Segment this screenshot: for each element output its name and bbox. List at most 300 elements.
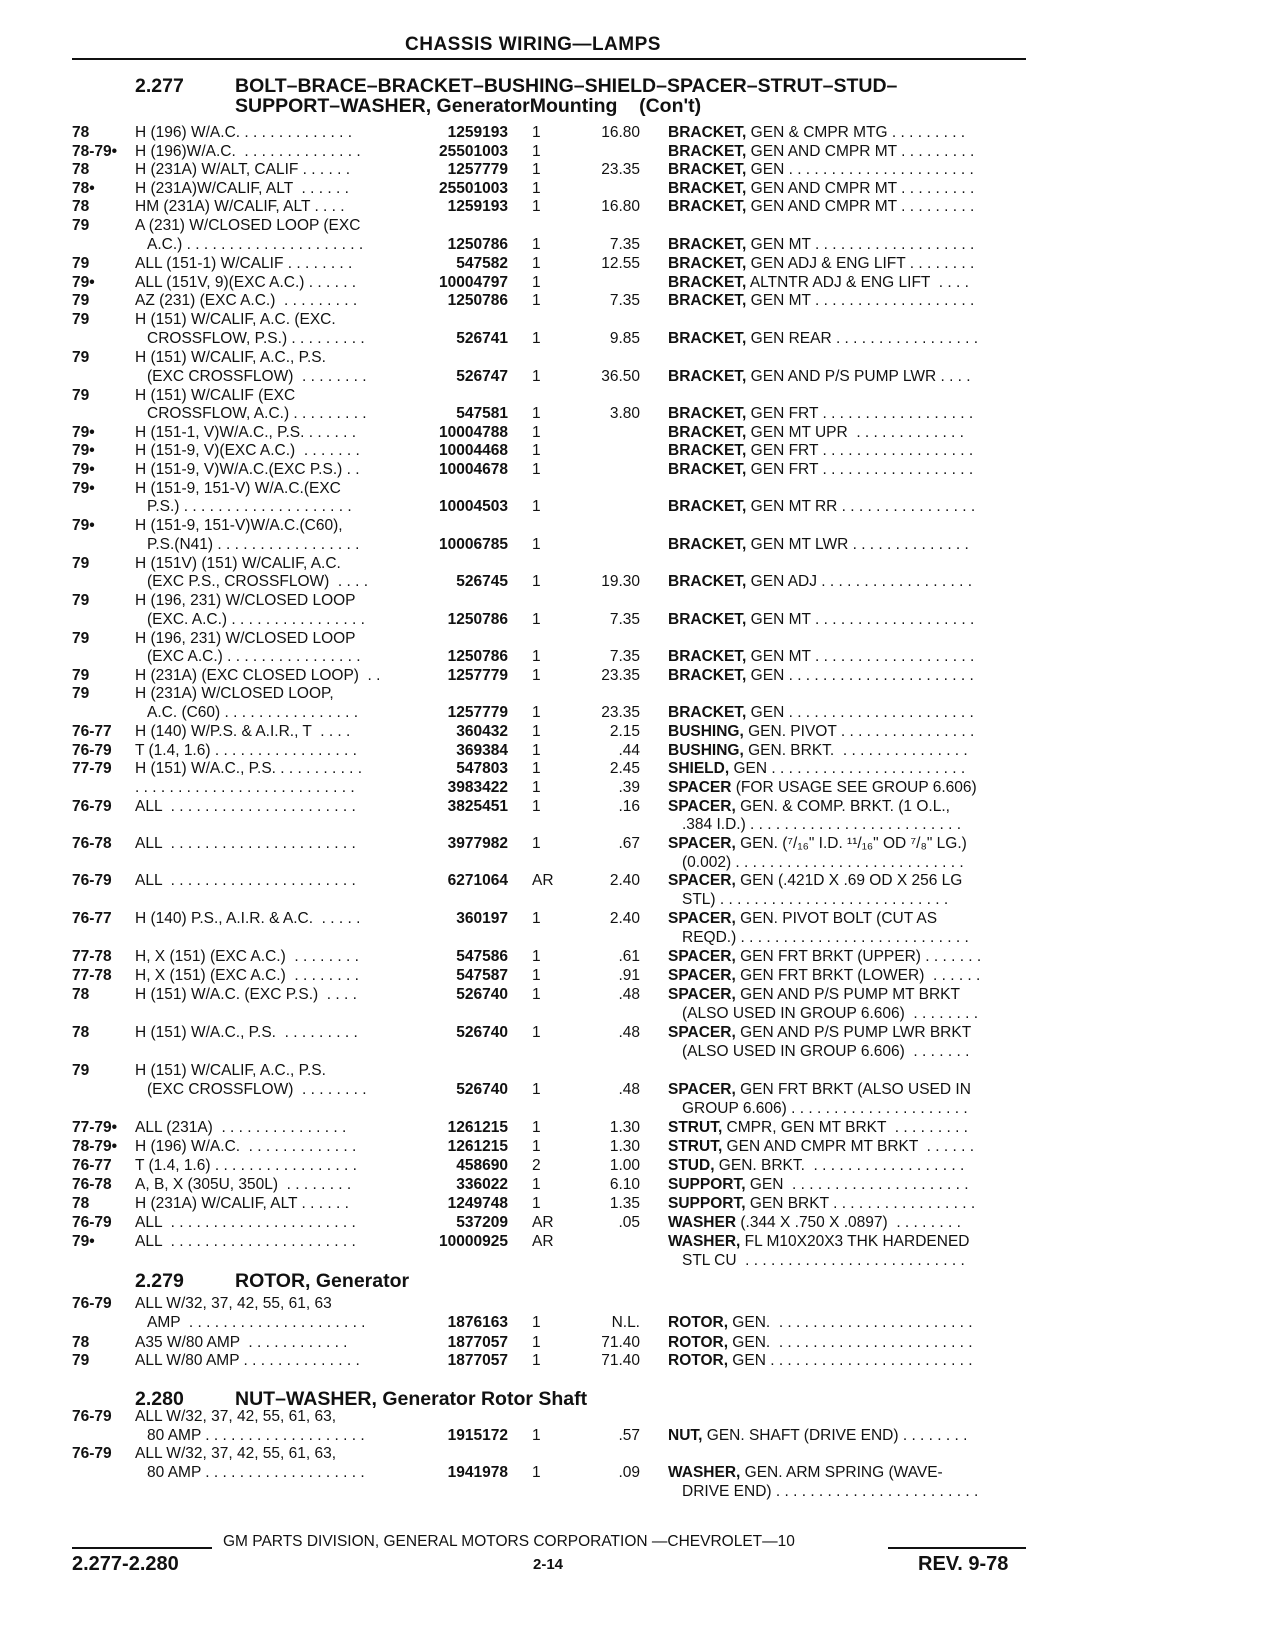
part-number: 336022 <box>456 1176 508 1193</box>
application: ALL (151-1) W/CALIF . . . . . . . . <box>135 255 353 272</box>
description-noun: BUSHING, <box>668 723 744 740</box>
model-year: 77-79• <box>72 1119 118 1136</box>
price: 16.80 <box>601 124 640 141</box>
parts-row <box>0 759 1280 778</box>
part-number: 1877057 <box>447 1334 508 1351</box>
parts-row <box>0 966 1280 985</box>
description-detail: GEN. (⁷/₁₆" I.D. ¹¹/₁₆" OD ⁷/₈" LG.) <box>735 835 967 852</box>
quantity: AR <box>532 872 554 889</box>
quantity: 1 <box>532 948 541 965</box>
description-detail: GEN MT LWR . . . . . . . . . . . . . . <box>746 536 969 553</box>
application: H (196) W/A.C. . . . . . . . . . . . . . <box>135 1138 357 1155</box>
application: HM (231A) W/CALIF, ALT . . . . <box>135 198 345 215</box>
model-year: 77-79 <box>72 760 112 777</box>
parts-row <box>0 1426 1280 1445</box>
quantity: 1 <box>532 967 541 984</box>
quantity: 1 <box>532 536 541 553</box>
description-noun: BRACKET, <box>668 424 747 441</box>
part-number: 10000925 <box>439 1233 508 1250</box>
part-number: 547586 <box>456 948 508 965</box>
parts-row <box>0 535 1280 554</box>
application: H (151-9, 151-V)W/A.C.(C60), <box>135 517 343 534</box>
quantity: 1 <box>532 236 541 253</box>
parts-row <box>0 479 1280 498</box>
description-noun: BRACKET, <box>668 161 747 178</box>
footer-rule-right <box>888 1547 1026 1549</box>
model-year: 79• <box>72 274 95 291</box>
parts-row <box>0 610 1280 629</box>
description-detail: GEN. & COMP. BRKT. (1 O.L., <box>735 798 950 815</box>
description-detail: (ALSO USED IN GROUP 6.606) . . . . . . . <box>682 1043 970 1060</box>
application: H (151) W/CALIF, A.C., P.S. <box>135 1062 326 1079</box>
description <box>668 722 974 741</box>
application: (EXC CROSSFLOW) . . . . . . . . <box>147 368 367 385</box>
description <box>682 890 948 909</box>
description-detail: .384 I.D.) . . . . . . . . . . . . . . . . . . . . . . . . . <box>682 816 962 833</box>
quantity: 1 <box>532 742 541 759</box>
quantity: 1 <box>532 1119 541 1136</box>
parts-row <box>0 572 1280 591</box>
model-year: 76-79 <box>72 1214 112 1231</box>
description-noun: SUPPORT, <box>668 1195 746 1212</box>
description-detail: GEN AND P/S PUMP MT BRKT <box>735 986 960 1003</box>
section-number: 2.279 <box>135 1270 184 1292</box>
application: (EXC. A.C.) . . . . . . . . . . . . . . . . <box>147 611 365 628</box>
price: 6.10 <box>609 1176 640 1193</box>
parts-row <box>0 1213 1280 1232</box>
description-detail: GEN MT . . . . . . . . . . . . . . . . . . . <box>746 648 975 665</box>
description-noun: SPACER, <box>668 1081 736 1098</box>
model-year: 79 <box>72 1352 90 1369</box>
parts-row <box>0 1137 1280 1156</box>
description-detail: GEN. BRKT. . . . . . . . . . . . . . . . . . . <box>714 1157 965 1174</box>
description-noun: BRACKET, <box>668 405 747 422</box>
application: ALL W/32, 37, 42, 55, 61, 63, <box>135 1408 337 1425</box>
description <box>668 123 965 142</box>
description <box>668 1426 967 1445</box>
parts-row <box>0 142 1280 161</box>
description-detail: ALTNTR ADJ & ENG LIFT . . . . <box>746 274 969 291</box>
description-detail: GEN AND P/S PUMP LWR BRKT <box>735 1024 972 1041</box>
description-noun: BRACKET, <box>668 461 747 478</box>
price: 19.30 <box>601 573 640 590</box>
part-number: 360197 <box>456 910 508 927</box>
description <box>682 853 964 872</box>
description-detail: (ALSO USED IN GROUP 6.606) . . . . . . . . <box>682 1005 979 1022</box>
part-number: 458690 <box>456 1157 508 1174</box>
description <box>668 1333 973 1352</box>
section-title: ROTOR, Generator <box>235 1270 410 1292</box>
application: A.C. (C60) . . . . . . . . . . . . . . . . <box>147 704 359 721</box>
description-noun: BRACKET, <box>668 143 747 160</box>
description-noun: SPACER, <box>668 948 736 965</box>
model-year: 76-78 <box>72 835 112 852</box>
parts-row <box>0 1333 1280 1352</box>
description-detail: GEN MT . . . . . . . . . . . . . . . . . . . <box>746 611 975 628</box>
model-year: 78-79• <box>72 143 118 160</box>
description <box>668 647 974 666</box>
price: 2.40 <box>609 910 640 927</box>
quantity: 1 <box>532 198 541 215</box>
parts-row <box>0 123 1280 142</box>
parts-row <box>0 985 1280 1004</box>
description-noun: BRACKET, <box>668 255 747 272</box>
quantity: 1 <box>532 835 541 852</box>
part-number: 25501003 <box>439 143 508 160</box>
quantity: 1 <box>532 255 541 272</box>
description-detail: GEN . . . . . . . . . . . . . . . . . . . . . <box>745 1176 969 1193</box>
quantity: 1 <box>532 779 541 796</box>
part-number: 547803 <box>456 760 508 777</box>
price: 7.35 <box>609 292 640 309</box>
part-number: 1941978 <box>447 1464 508 1481</box>
model-year: 76-78 <box>72 1176 112 1193</box>
model-year: 76-77 <box>72 910 112 927</box>
description-noun: BRACKET, <box>668 124 747 141</box>
description <box>668 235 974 254</box>
description-detail: GEN . . . . . . . . . . . . . . . . . . . . . . <box>746 667 974 684</box>
quantity: 1 <box>532 442 541 459</box>
quantity: 1 <box>532 424 541 441</box>
model-year: 79• <box>72 1233 95 1250</box>
footer-page-number: 2-14 <box>533 1556 564 1573</box>
quantity: 1 <box>532 910 541 927</box>
part-number: 10004503 <box>439 498 508 515</box>
page-header-title: CHASSIS WIRING—LAMPS <box>405 34 661 55</box>
application: H (151V) (151) W/CALIF, A.C. <box>135 555 341 572</box>
price: N.L. <box>611 1314 640 1331</box>
description-detail: STL) . . . . . . . . . . . . . . . . . . . . . . . . . . . <box>682 891 949 908</box>
description <box>668 423 964 442</box>
part-number: 526740 <box>456 986 508 1003</box>
model-year: 76-77 <box>72 1157 112 1174</box>
description-noun: BRACKET, <box>668 368 747 385</box>
description <box>668 1175 969 1194</box>
description <box>668 966 980 985</box>
parts-row <box>0 722 1280 741</box>
description-detail: GEN MT . . . . . . . . . . . . . . . . . . . <box>746 292 975 309</box>
parts-row <box>0 1463 1280 1482</box>
parts-row <box>0 348 1280 367</box>
price: 2.15 <box>609 723 640 740</box>
parts-row <box>0 1194 1280 1213</box>
application: H (151-1, V)W/A.C., P.S. . . . . . . <box>135 424 357 441</box>
description-noun: BRACKET, <box>668 236 747 253</box>
description <box>668 1137 974 1156</box>
description-detail: GEN AND CMPR MT . . . . . . . . . <box>746 198 975 215</box>
description <box>668 778 977 797</box>
description-detail: GEN FRT . . . . . . . . . . . . . . . . . . <box>746 442 974 459</box>
description-noun: SPACER, <box>668 835 736 852</box>
application: (EXC P.S., CROSSFLOW) . . . . <box>147 573 369 590</box>
description-detail: GEN ADJ & ENG LIFT . . . . . . . . <box>746 255 975 272</box>
application: P.S.) . . . . . . . . . . . . . . . . . . . . <box>147 498 352 515</box>
parts-row <box>0 554 1280 573</box>
quantity: 1 <box>532 1195 541 1212</box>
application: ALL (231A) . . . . . . . . . . . . . . . <box>135 1119 347 1136</box>
description-detail: GEN REAR . . . . . . . . . . . . . . . . . <box>746 330 979 347</box>
description <box>668 142 974 161</box>
description-noun: SPACER, <box>668 910 736 927</box>
parts-row <box>0 197 1280 216</box>
parts-row <box>0 629 1280 648</box>
application: H (151) W/CALIF, A.C., P.S. <box>135 349 326 366</box>
price: .39 <box>618 779 640 796</box>
part-number: 10004797 <box>439 274 508 291</box>
part-number: 1257779 <box>447 704 508 721</box>
description-noun: STRUT, <box>668 1138 723 1155</box>
application: H (196, 231) W/CLOSED LOOP <box>135 592 356 609</box>
model-year: 79 <box>72 685 90 702</box>
description-detail: GEN . . . . . . . . . . . . . . . . . . . . . . . . <box>728 1352 973 1369</box>
parts-row <box>0 1118 1280 1137</box>
parts-row <box>0 179 1280 198</box>
parts-row <box>0 666 1280 685</box>
parts-row <box>0 497 1280 516</box>
description <box>668 1080 971 1099</box>
description <box>668 254 974 273</box>
section-number: 2.277 <box>135 75 184 97</box>
part-number: 1257779 <box>447 161 508 178</box>
description-detail: CMPR, GEN MT BRKT . . . . . . . . . <box>722 1119 968 1136</box>
description <box>668 759 965 778</box>
price: .05 <box>618 1214 640 1231</box>
price: .44 <box>618 742 640 759</box>
description-noun: SPACER, <box>668 798 736 815</box>
model-year: 78 <box>72 198 90 215</box>
quantity: 1 <box>532 143 541 160</box>
description-detail: GEN AND P/S PUMP LWR . . . . <box>746 368 971 385</box>
footer-rule-left <box>72 1547 212 1549</box>
parts-row <box>0 404 1280 423</box>
model-year: 79• <box>72 461 95 478</box>
quantity: 1 <box>532 986 541 1003</box>
description-detail: GEN FRT BRKT (UPPER) . . . . . . . <box>735 948 982 965</box>
description-detail: GEN. . . . . . . . . . . . . . . . . . . . . . . . <box>728 1314 973 1331</box>
part-number: 526747 <box>456 368 508 385</box>
description <box>668 1351 973 1370</box>
application: 80 AMP . . . . . . . . . . . . . . . . . . . <box>147 1464 365 1481</box>
description <box>682 928 969 947</box>
description <box>668 1213 961 1232</box>
quantity: 1 <box>532 330 541 347</box>
part-number: 3825451 <box>447 798 508 815</box>
description <box>668 404 973 423</box>
application: H, X (151) (EXC A.C.) . . . . . . . . <box>135 967 359 984</box>
application: H (196, 231) W/CLOSED LOOP <box>135 630 356 647</box>
part-number: 1250786 <box>447 292 508 309</box>
description-noun: BUSHING, <box>668 742 744 759</box>
description <box>682 1482 978 1501</box>
parts-row <box>0 273 1280 292</box>
quantity: AR <box>532 1233 554 1250</box>
description <box>668 703 974 722</box>
application: ALL . . . . . . . . . . . . . . . . . . . . . . <box>135 798 356 815</box>
application: ALL . . . . . . . . . . . . . . . . . . . . . . <box>135 835 356 852</box>
application: A35 W/80 AMP . . . . . . . . . . . . <box>135 1334 348 1351</box>
model-year: 78 <box>72 161 90 178</box>
parts-row <box>0 1004 1280 1023</box>
parts-row <box>0 1351 1280 1370</box>
description-noun: BRACKET, <box>668 573 747 590</box>
description <box>668 741 968 760</box>
model-year: 79• <box>72 442 95 459</box>
model-year: 76-79 <box>72 1408 112 1425</box>
price: .09 <box>618 1464 640 1481</box>
quantity: 1 <box>532 1138 541 1155</box>
description-noun: BRACKET, <box>668 198 747 215</box>
header-rule <box>72 58 1026 60</box>
parts-row <box>0 1313 1280 1332</box>
part-number: 1257779 <box>447 667 508 684</box>
quantity: 1 <box>532 1352 541 1369</box>
quantity: 1 <box>532 161 541 178</box>
description-detail: GEN BRKT . . . . . . . . . . . . . . . . . <box>745 1195 976 1212</box>
quantity: AR <box>532 1214 554 1231</box>
parts-row <box>0 684 1280 703</box>
model-year: 76-79 <box>72 742 112 759</box>
part-number: 10004788 <box>439 424 508 441</box>
description-detail: GEN FRT BRKT (ALSO USED IN <box>735 1081 971 1098</box>
footer-revision: REV. 9-78 <box>918 1553 1009 1575</box>
part-number: 547587 <box>456 967 508 984</box>
description-noun: BRACKET, <box>668 180 747 197</box>
quantity: 1 <box>532 292 541 309</box>
description-detail: GEN (.421D X .69 OD X 256 LG <box>735 872 963 889</box>
price: .48 <box>618 986 640 1003</box>
description-noun: SPACER, <box>668 1024 736 1041</box>
parts-row <box>0 310 1280 329</box>
part-number: 1261215 <box>447 1138 508 1155</box>
description-detail: GEN . . . . . . . . . . . . . . . . . . . . . . <box>746 161 974 178</box>
footer-publisher: GM PARTS DIVISION, GENERAL MOTORS CORPORATION —CHEVROLET—10 <box>223 1533 795 1550</box>
parts-row <box>0 1023 1280 1042</box>
description-noun: ROTOR, <box>668 1334 728 1351</box>
model-year: 79• <box>72 480 95 497</box>
parts-row <box>0 1042 1280 1061</box>
description <box>668 179 974 198</box>
model-year: 79• <box>72 517 95 534</box>
application: H (196)W/A.C. . . . . . . . . . . . . . . <box>135 143 361 160</box>
price: 12.55 <box>601 255 640 272</box>
price: .61 <box>618 948 640 965</box>
parts-row <box>0 890 1280 909</box>
model-year: 79• <box>72 424 95 441</box>
description <box>668 666 974 685</box>
quantity: 1 <box>532 1024 541 1041</box>
price: 23.35 <box>601 161 640 178</box>
quantity: 1 <box>532 405 541 422</box>
application: H (231A) W/CLOSED LOOP, <box>135 685 334 702</box>
quantity: 1 <box>532 461 541 478</box>
description <box>668 834 967 853</box>
quantity: 1 <box>532 1081 541 1098</box>
description-noun: BRACKET, <box>668 442 747 459</box>
description-detail: GEN AND CMPR MT BRKT . . . . . . <box>722 1138 975 1155</box>
description <box>668 947 981 966</box>
description-detail: DRIVE END) . . . . . . . . . . . . . . . . . . . . . . . . <box>682 1483 979 1500</box>
part-number: 10006785 <box>439 536 508 553</box>
parts-row <box>0 741 1280 760</box>
application: H (151) W/A.C., P.S. . . . . . . . . . <box>135 1024 358 1041</box>
description <box>668 273 969 292</box>
model-year: 78 <box>72 1334 90 1351</box>
quantity: 1 <box>532 1176 541 1193</box>
description <box>668 985 960 1004</box>
application: H (196) W/A.C. . . . . . . . . . . . . . <box>135 124 353 141</box>
part-number: 1877057 <box>447 1352 508 1369</box>
quantity: 1 <box>532 760 541 777</box>
description-detail: (FOR USAGE SEE GROUP 6.606) <box>731 779 977 796</box>
description <box>668 610 974 629</box>
description <box>668 329 978 348</box>
model-year: 77-78 <box>72 967 112 984</box>
description <box>668 535 969 554</box>
model-year: 76-79 <box>72 872 112 889</box>
price: 1.30 <box>609 1138 640 1155</box>
application: H (151) W/CALIF, A.C. (EXC. <box>135 311 336 328</box>
parts-row <box>0 460 1280 479</box>
quantity: 2 <box>532 1157 541 1174</box>
quantity: 1 <box>532 723 541 740</box>
description-noun: SPACER, <box>668 986 736 1003</box>
parts-row <box>0 329 1280 348</box>
description-noun: WASHER, <box>668 1233 741 1250</box>
part-number: 1876163 <box>447 1314 508 1331</box>
application: ALL . . . . . . . . . . . . . . . . . . . . . . <box>135 872 356 889</box>
model-year: 78• <box>72 180 95 197</box>
part-number: 526740 <box>456 1024 508 1041</box>
description-detail: GEN & CMPR MTG . . . . . . . . . <box>746 124 966 141</box>
description-detail: GEN. PIVOT . . . . . . . . . . . . . . . . <box>743 723 975 740</box>
description-noun: BRACKET, <box>668 667 747 684</box>
price: .48 <box>618 1081 640 1098</box>
application: T (1.4, 1.6) . . . . . . . . . . . . . . . . . <box>135 742 357 759</box>
price: .48 <box>618 1024 640 1041</box>
application: A.C.) . . . . . . . . . . . . . . . . . . . . . <box>147 236 364 253</box>
parts-row <box>0 1232 1280 1251</box>
application: H (231A)W/CALIF, ALT . . . . . . <box>135 180 349 197</box>
parts-row <box>0 1444 1280 1463</box>
price: .91 <box>618 967 640 984</box>
parts-row <box>0 516 1280 535</box>
part-number: 547582 <box>456 255 508 272</box>
description-detail: STL CU . . . . . . . . . . . . . . . . . . . . . . . . . . <box>682 1252 965 1269</box>
description-detail: GEN AND CMPR MT . . . . . . . . . <box>746 180 975 197</box>
application: H (140) W/P.S. & A.I.R., T . . . . <box>135 723 351 740</box>
parts-row <box>0 928 1280 947</box>
price: .67 <box>618 835 640 852</box>
part-number: 360432 <box>456 723 508 740</box>
description <box>682 1004 978 1023</box>
model-year: 76-79 <box>72 798 112 815</box>
application: AZ (231) (EXC A.C.) . . . . . . . . . <box>135 292 358 309</box>
description-detail: GEN. SHAFT (DRIVE END) . . . . . . . . <box>702 1427 968 1444</box>
description-noun: SPACER <box>668 779 732 796</box>
section-title-continued: SUPPORT–WASHER, GeneratorMounting (Con't) <box>235 95 702 117</box>
application: ALL W/80 AMP . . . . . . . . . . . . . . <box>135 1352 360 1369</box>
description <box>668 497 975 516</box>
application: H, X (151) (EXC A.C.) . . . . . . . . <box>135 948 359 965</box>
quantity: 1 <box>532 648 541 665</box>
parts-row <box>0 1251 1280 1270</box>
description <box>668 441 973 460</box>
description <box>682 1042 969 1061</box>
part-number: 10004468 <box>439 442 508 459</box>
model-year: 76-79 <box>72 1295 112 1312</box>
description-noun: STRUT, <box>668 1119 723 1136</box>
parts-row <box>0 834 1280 853</box>
